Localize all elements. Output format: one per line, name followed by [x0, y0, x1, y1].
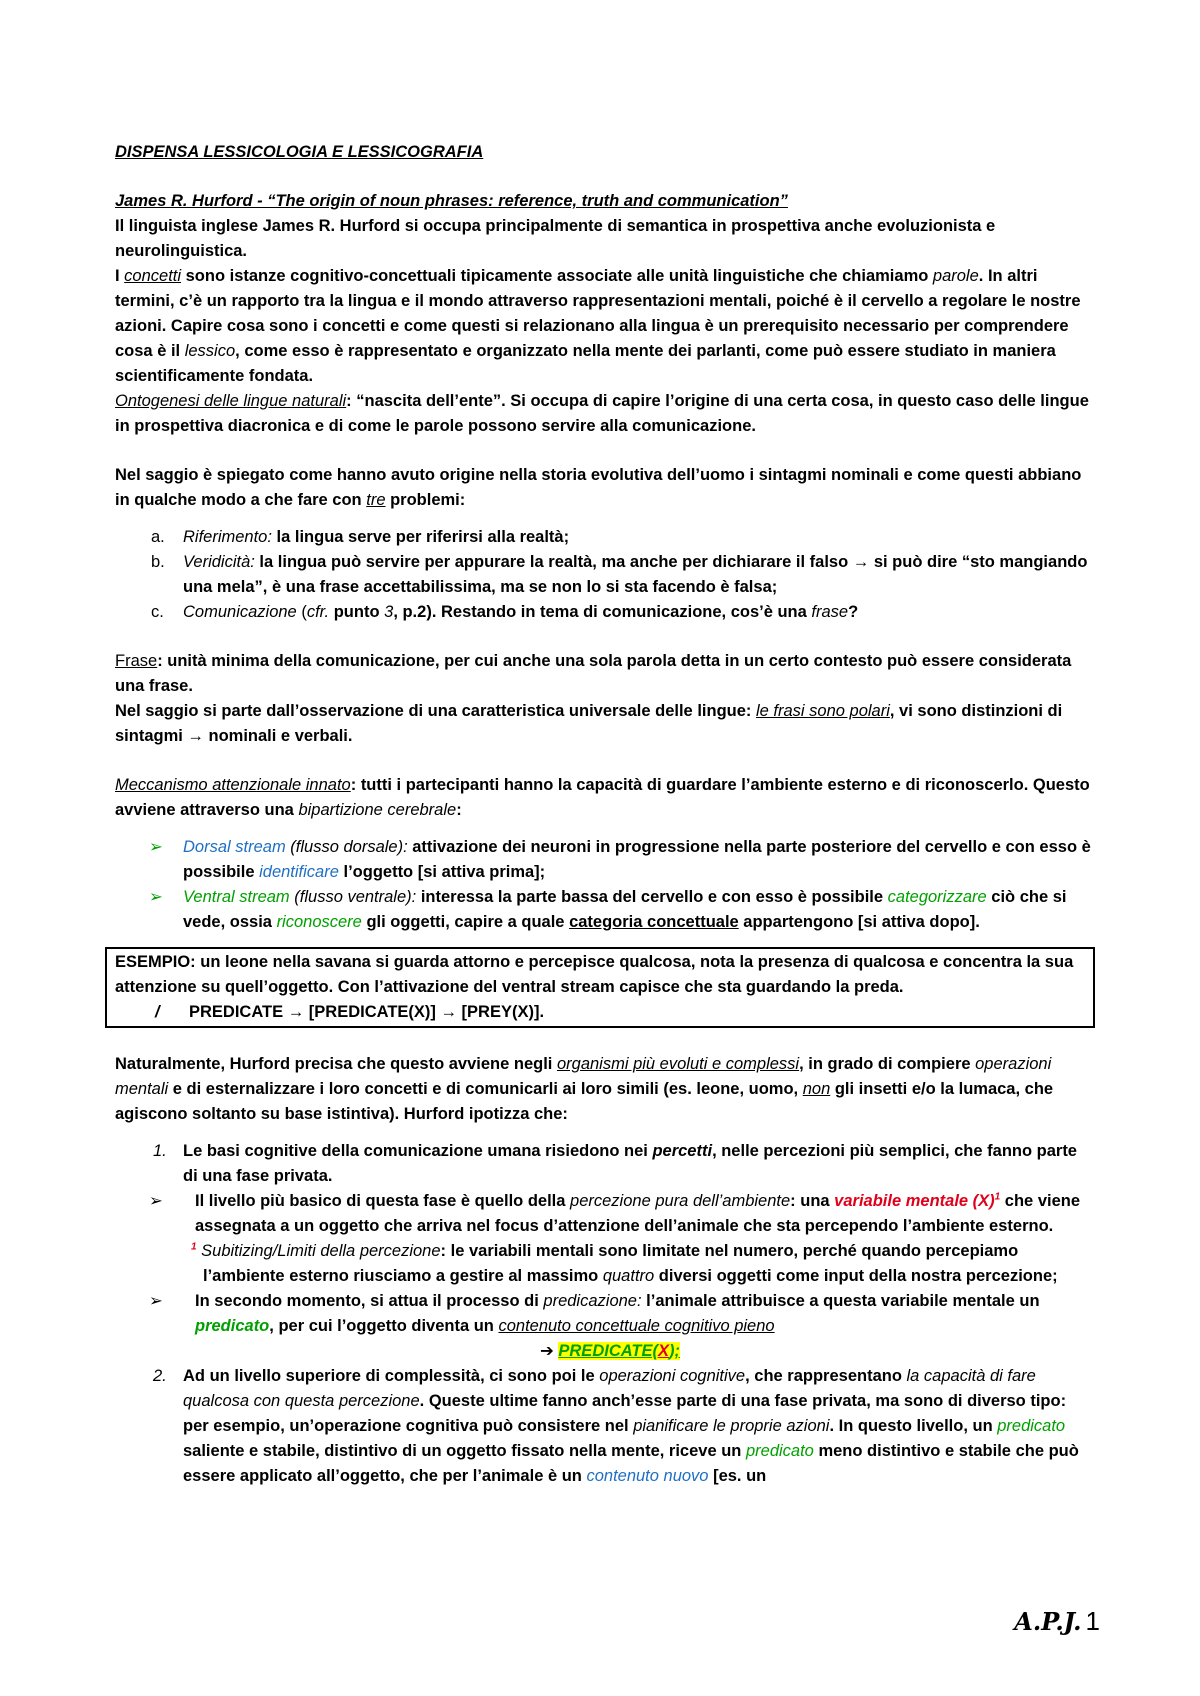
list-item: a. Riferimento: la lingua serve per riferirsi alla realtà; [151, 528, 570, 546]
predicate-formula: PREDICATE(X); [558, 1342, 681, 1360]
paragraph: Meccanismo attenzionale innato: tutti i partecipanti hanno la capacità di guardare l’ambiente esterno e di riconoscerlo. Questo avviene attraverso una bipartizione cerebrale: [115, 776, 1090, 819]
numbered-item: 1. Le basi cognitive della comunicazione umana risiedono nei percetti, nelle percezioni più semplici, che fanno parte di una fase privata. [153, 1142, 1077, 1185]
right-arrow-icon: ➔ [539, 1342, 554, 1360]
document-page [115, 140, 1095, 1489]
arrowhead-bullet-icon: ➢ [149, 1192, 163, 1210]
paragraph: Naturalmente, Hurford precisa che questo avviene negli organismi più evoluti e complessi, in grado di compiere operazioni mentali e di esternalizzare i loro concetti e di comunicarli ai loro simili (es. leone, uomo, non gli insetti e/o la lumaca, che agiscono soltanto su base istintiva). Hurford ipotizza che: [115, 1055, 1054, 1123]
document-title: DISPENSA LESSICOLOGIA E LESSICOGRAFIA [115, 143, 484, 161]
paragraph: Frase: unità minima della comunicazione, per cui anche una sola parola detta in un certo contesto può essere considerata una frase. [115, 652, 1072, 695]
list-item: ➢ Dorsal stream (flusso dorsale): attivazione dei neuroni in progressione nella parte posteriore del cervello e con esso è possibile identificare l’oggetto [si attiva prima]; [115, 835, 1095, 885]
paragraph: Il linguista inglese James R. Hurford si occupa principalmente di semantica in prospettiva anche evoluzionista e neurolinguistica. [115, 217, 996, 260]
example-text: ESEMPIO: un leone nella savana si guarda attorno e percepisce qualcosa, nota la presenza di qualcosa e concentra la sua attenzione su quell’oggetto. Con l’attivazione del ventral stream capisce che sta guardando la preda. [115, 953, 1074, 996]
page-number: 1 [1085, 1606, 1100, 1636]
author-signature: A.P.J. [1014, 1607, 1082, 1636]
example-box [105, 947, 1095, 1028]
sub-item: ➢ In secondo momento, si attua il processo di predicazione: l’animale attribuisce a questa variabile mentale un predicato, per cui l’oggetto diventa un contenuto concettuale cognitivo pieno [115, 1289, 1095, 1339]
arrowhead-bullet-icon: ➢ [149, 888, 163, 906]
paragraph: Nel saggio si parte dall’osservazione di una caratteristica universale delle lingue: le frasi sono polari, vi sono distinzioni di sintagmi → nominali e verbali. [115, 702, 1063, 745]
paragraph: I concetti sono istanze cognitivo-concettuali tipicamente associate alle unità linguistiche che chiamiamo parole. In altri termini, c’è un rapporto tra la lingua e il mondo attraverso rappresentazioni mentali, poiché è il cervello a regolare le nostre azioni. Capire cosa sono i concetti e come questi si relazionano alla lingua è un prerequisito necessario per comprendere cosa è il lessico, come esso è rappresentato e organizzato nella mente dei parlanti, come può essere studiato in maniera scientificamente fondata. [115, 267, 1081, 385]
footnote: $^1$ Subitizing/Limiti della percezione: le variabili mentali sono limitate nel numero, perché quando percepiamo l’ambiente esterno riusciamo a gestire al massimo quattro diversi oggetti come input della nostra percezione; [191, 1241, 1058, 1285]
page-footer [1014, 1606, 1100, 1637]
example-formula: / PREDICATE → [PREDICATE(X)] → [PREY(X)]. [155, 1003, 545, 1021]
list-item: b. Veridicità: la lingua può servire per appurare la realtà, ma anche per dichiarare il falso → si può dire “sto mangiando una mela”, è una frase accettabilissima, ma se non lo si sta facendo è falsa; [151, 553, 1088, 596]
paragraph: Ontogenesi delle lingue naturali: “nascita dell’ente”. Si occupa di capire l’origine di una certa cosa, in questo caso delle lingue in prospettiva diacronica e di come le parole possono servire alla comunicazione. [115, 392, 1089, 435]
section-heading: James R. Hurford - “The origin of noun phrases: reference, truth and communication” [115, 192, 788, 210]
arrowhead-bullet-icon: ➢ [149, 1292, 163, 1310]
sub-item: ➢ Il livello più basico di questa fase è quello della percezione pura dell’ambiente: una variabile mentale $(X)^1$ che viene assegnata a un oggetto che arriva nel focus d’attenzione dell’animale che sta percependo l’ambiente esterno. [115, 1189, 1095, 1239]
list-item: ➢ Ventral stream (flusso ventrale): interessa la parte bassa del cervello e con esso è possibile categorizzare ciò che si vede, ossia riconoscere gli oggetti, capire a quale categoria concettuale appartengono [si attiva dopo]. [115, 885, 1095, 935]
formula-line [115, 1339, 1095, 1364]
paragraph: Nel saggio è spiegato come hanno avuto origine nella storia evolutiva dell’uomo i sintagmi nominali e come questi abbiano in qualche modo a che fare con tre problemi: [115, 466, 1082, 509]
numbered-item: 2. Ad un livello superiore di complessità, ci sono poi le operazioni cognitive, che rappresentano la capacità di fare qualcosa con questa percezione. Queste ultime fanno anch’esse parte di una fase privata, ma sono di diverso tipo: per esempio, un’operazione cognitiva può consistere nel pianificare le proprie azioni. In questo livello, un predicato saliente e stabile, distintivo di un oggetto fissato nella mente, riceve un predicato meno distintivo e stabile che può essere applicato all’oggetto, che per l’animale è un contenuto nuovo [es. un [153, 1367, 1079, 1485]
list-item: c. Comunicazione (cfr. punto 3, p.2). Restando in tema di comunicazione, cos’è una frase? [151, 603, 859, 621]
arrowhead-bullet-icon: ➢ [149, 838, 163, 856]
